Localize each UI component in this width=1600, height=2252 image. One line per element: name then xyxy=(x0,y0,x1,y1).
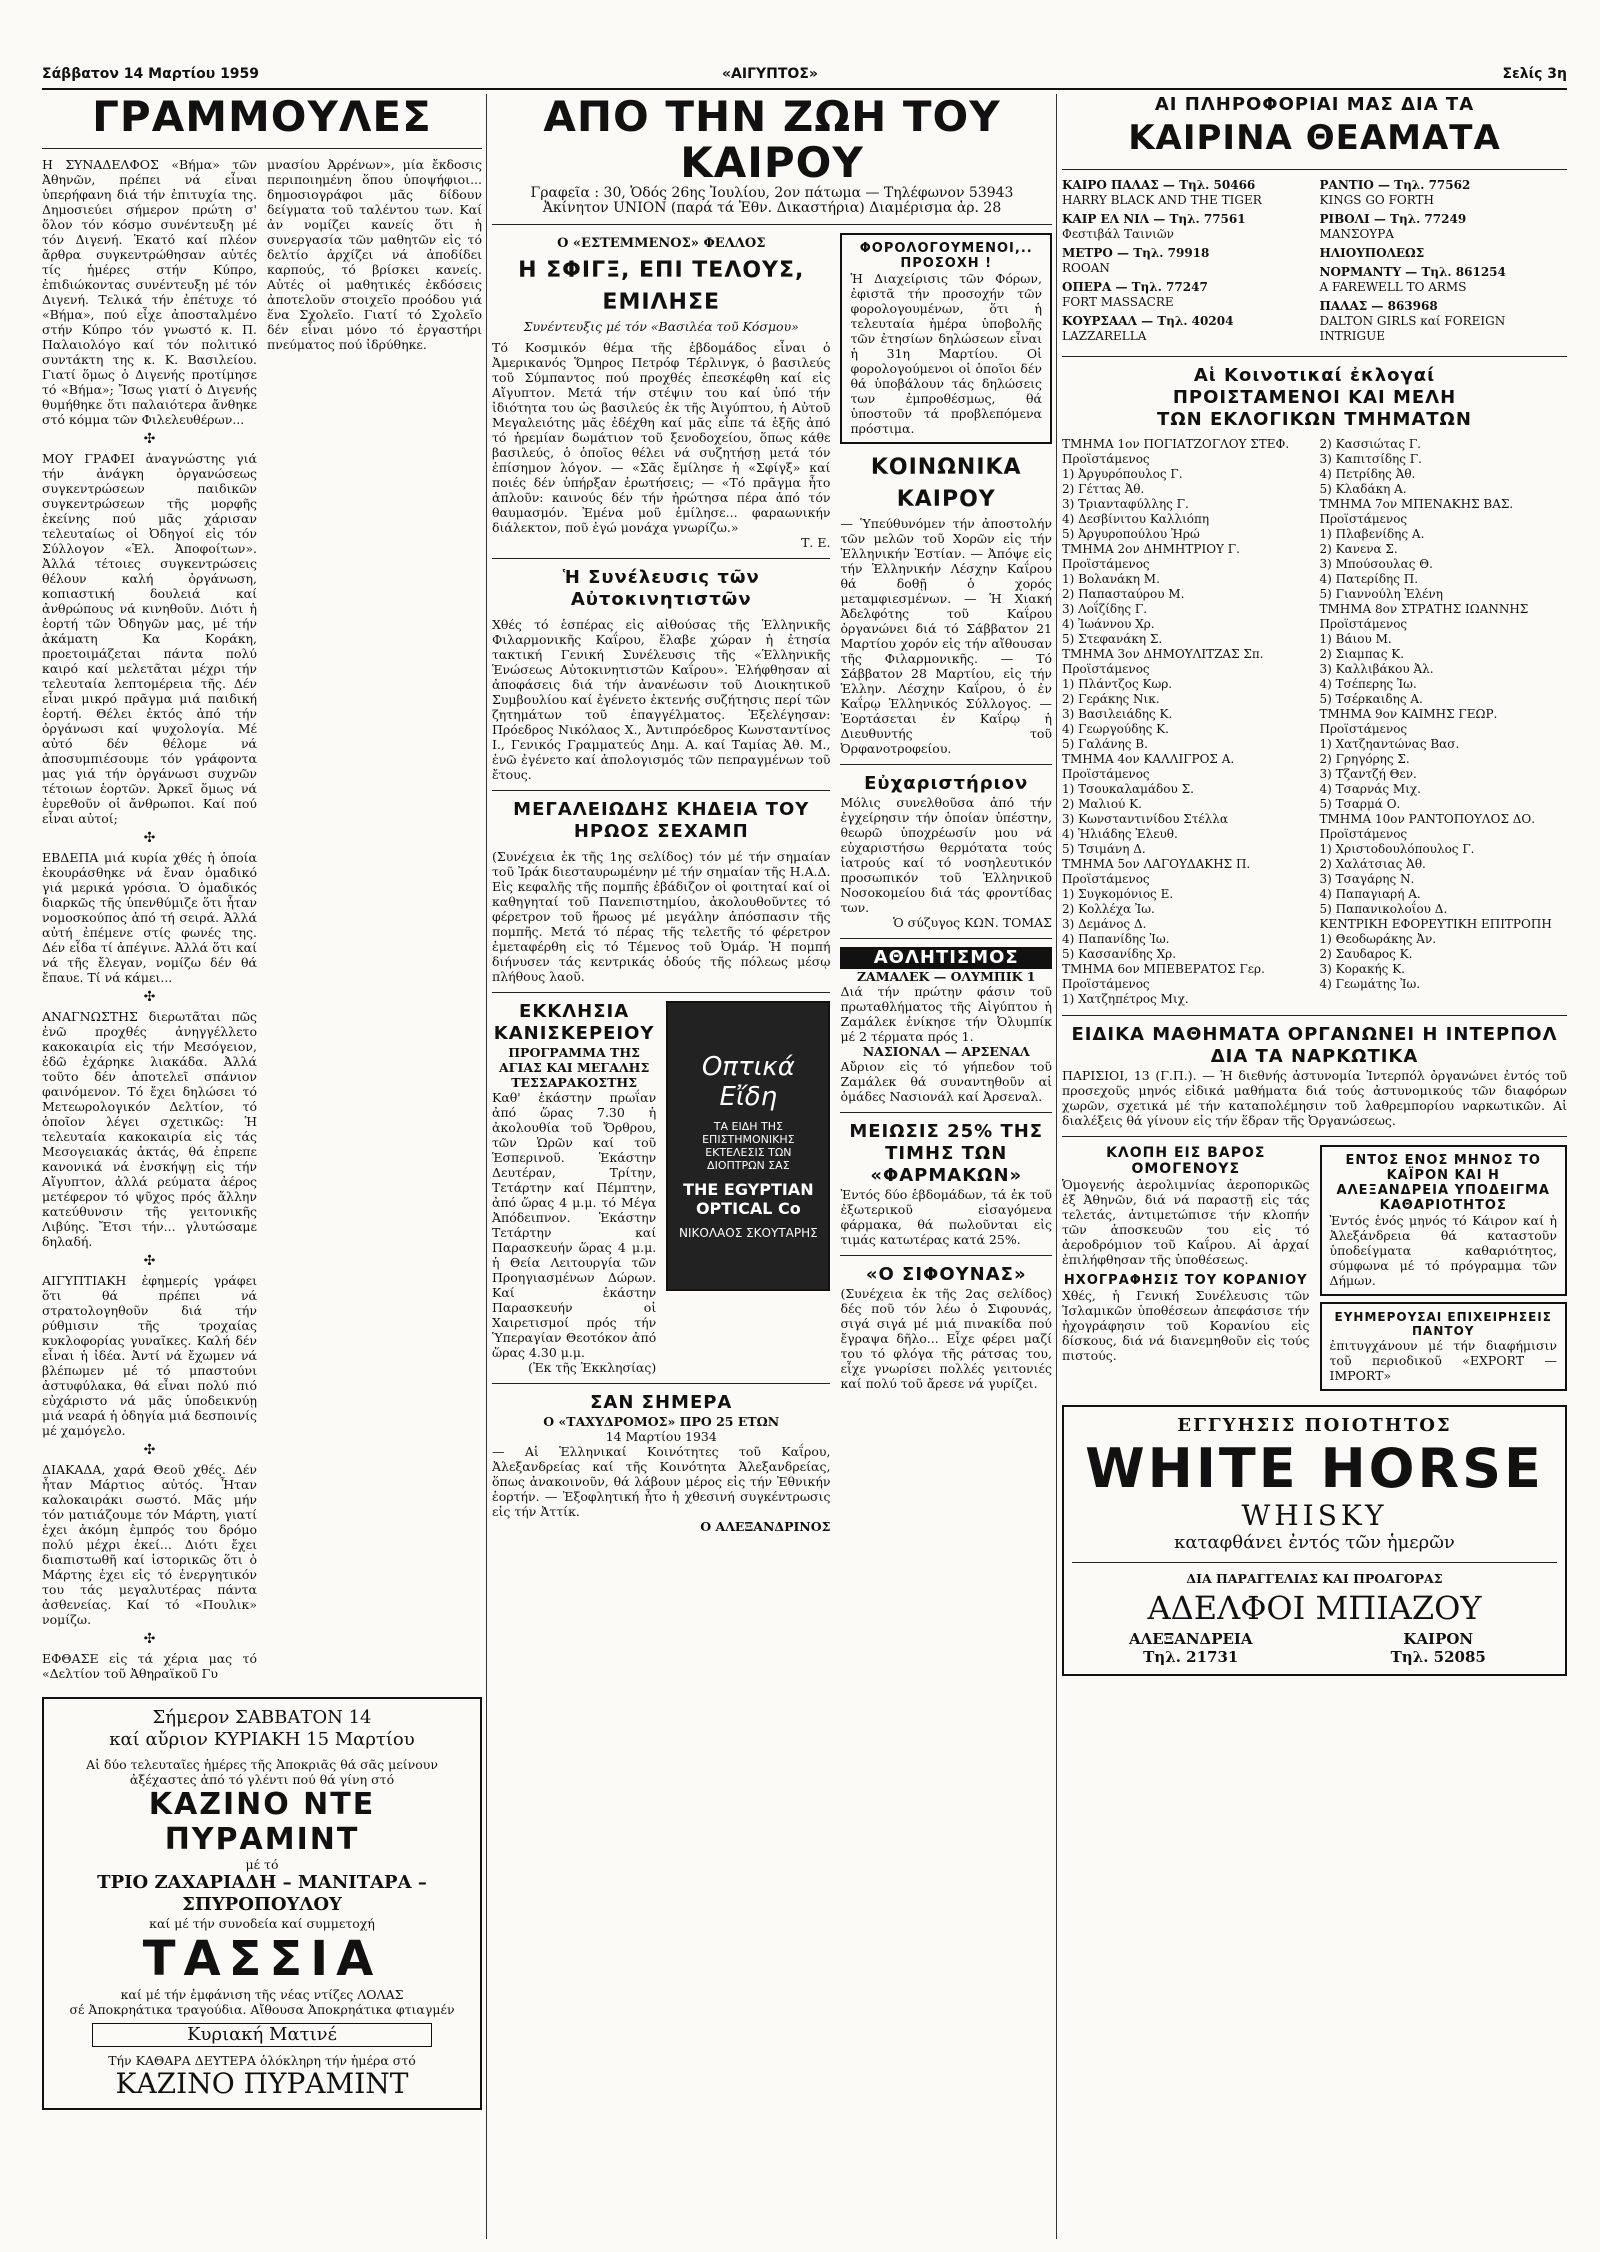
list-item: ΤΜΗΜΑ 10ον ΡΑΝΤΟΠΟΥΛΟΣ ΔΟ. Προϊστάμενος xyxy=(1319,812,1536,841)
column-paragraph: ΕΒΔΕΠΑ μιά κυρία χθές ἡ ὁποία ἐκουράσθηκε νά ἔναν ὁμαδικό γιά μερικά γρόσια. Ὁ ὁμαδικός διαρκῶς τῆς ὑπενθύμιζε ὅτι ἦταν νομοσκούπος ἀπό τή σειρά. Ἀλλά αὐτή ἐπέμενε στίς φωνές της. Δέν εἶδα τί ἀπέγινε. Ἀλλά ὅτι καί νά τῆς ἔλεγαν, νομίζω δέν θά ἔπαυε. Τί νά κάμει... xyxy=(42,850,257,985)
sport-match: ΖΑΜΑΛΕΚ — ΟΛΥΜΠΙΚ 1 xyxy=(856,969,1036,984)
cinema-name: ΟΠΕΡΑ — Τηλ. 77247 xyxy=(1062,280,1208,294)
cinema-name: ΜΕΤΡΟ — Τηλ. 79918 xyxy=(1062,246,1210,260)
list-item: 4) Παπαγιαρή Α. xyxy=(1319,887,1421,901)
cinema-title: ΚΑΙΡΙΝΑ ΘΕΑΜΑΤΑ xyxy=(1128,118,1501,158)
list-item: 4) Παπανίδης Ἰω. xyxy=(1062,932,1170,946)
cinema-name: ΝΟΡΜΑΝΤΥ — Τηλ. 861254 xyxy=(1319,265,1506,279)
cinema-name: ΡΙΒΟΛΙ — Τηλ. 77249 xyxy=(1319,212,1467,226)
list-item: 3) Τζαντζή Θεν. xyxy=(1319,767,1417,781)
cinema-film: LAZZARELLA xyxy=(1062,329,1147,343)
list-item: ΚΕΝΤΡΙΚΗ ΕΦΟΡΕΥΤΙΚΗ ΕΠΙΤΡΟΠΗ xyxy=(1319,917,1552,931)
list-item: 1) Ἀργυρόπουλος Γ. xyxy=(1062,467,1183,481)
church-sign: (Ἐκ τῆς Ἐκκλησίας) xyxy=(528,1360,657,1375)
cinema-name: ΚΟΥΡΣΑΑΛ — Τηλ. 40204 xyxy=(1062,314,1234,328)
tax-notice xyxy=(840,233,1052,444)
church-sub: ΠΡΟΓΡΑΜΜΑ ΤΗΣ ΑΓΙΑΣ ΚΑΙ ΜΕΓΑΛΗΣ ΤΕΣΣΑΡΑΚΟΣΤΗΣ xyxy=(498,1045,650,1090)
tax2-title: ΜΕΙΩΣΙΣ 25% ΤΗΣ ΤΙΜΗΣ ΤΩΝ «ΦΑΡΜΑΚΩΝ» xyxy=(849,1121,1044,1186)
list-item: 2) Παπασταύρου Μ. xyxy=(1062,587,1185,601)
column-paragraph: ΔΙΑΚΑΔΑ, χαρά Θεοῦ χθές. Δέν ἦταν Μάρτιος αὐτός. Ἦταν καλοκαιράκι σωστό. Μᾶς μήν τόν ματιάζουμε τόν Μάρτη, γιατί ἐχει ἀκόμη ἐμπρός του δρόμο πολύ μέχρι ἐκεί... Διότι ἔχει διαπιστωθῆ καί ἱστορικῶς ὅτι ὁ Μάρτης ἐχει εἰς τό ἐνεργητικόν του τάς μεγαλυτέρας πάντα ἀσθενείας. Καί τό «Πουλικ» νομίζω. xyxy=(42,1462,257,1627)
ad-sub: WHISKY xyxy=(1241,1499,1388,1532)
list-item: 2) Γρηγόρης Σ. xyxy=(1319,752,1410,766)
cinema-name: ΡΑΝΤΙΟ — Τηλ. 77562 xyxy=(1319,178,1471,192)
ad-text: Αἱ δύο τελευταῖες ἡμέρες τῆς Ἀποκριᾶς θά σᾶς μείνουν ἀξέχαστες ἀπό τό γλέντι πού θά γίνη στό xyxy=(86,1757,438,1787)
story-kicker: Ο «ΕΣΤΕΜΜΕΝΟΣ» ΦΕΛΛΟΣ xyxy=(557,236,766,251)
story-body: (Συνέχεια ἐκ τῆς 1ης σελίδος) τόν μέ τήν σημαίαν τοῦ Ἰράκ διεσταυρωμένην μέ τήν σημαίαν τῆς Η.Α.Δ. Εἰς κεφαλῆς τῆς πομπῆς ἐβάδιζον οἱ φοιτηταί καί οἱ καθηγηταί τοῦ Πανεπιστημίου, ἀκολουθοῦντες τό φέρετρον τοῦ ἥρωος μέ μεγάλην ἀπόσπασιν τῆς πομπῆς. Μετά τό πέρας τῆς τελετῆς τό φέρετρον ἐμεταφέρθη εἰς τό Τέμενος τοῦ Ὀμάρ. Ἡ πομπή διήνυσεν τάς κεντρικάς ὁδούς τῆς πόλεως μέσῳ πλήθους λαοῦ. xyxy=(492,849,831,984)
column-paragraph: ΑΝΑΓΝΩΣΤΗΣ διερωτᾶται πῶς ἐνῶ προχθές ἀνηγγέλλετο κακοκαιρία εἰς τήν Μεσόγειον, ἐδῶ ἐχάρηκε λιακάδα. Ἀλλά τοῦτο δέν ἀποτελεῖ σπάνιον φαινόμενον. Τό ἔχει δηλώσει τό Μετεωρολογικόν Δελτίον, τό ὁποῖον λέγει σχετικῶς: Ἡ τελευταία κακοκαιρία εἰς τάς Μεσογειακάς ἀκτάς, θά ἐπρεπε κανονικά νά ἐνσκήψῃ εἰς τήν Αἴγυπτον, ἀλλά ρεύματα ἀέρος μετέφερον τό ψῦχος πρός ἄλλην κατεύθυνσιν τῆς γειτονικῆς Λιβύης. Ἔτσι τήν... γλυτώσαμε δηλαδή. xyxy=(42,1009,257,1249)
section-title: ΓΡΑΜΜΟΥΛΕΣ xyxy=(92,92,432,141)
ad-brand: WHITE HORSE xyxy=(1085,1437,1544,1500)
list-item xyxy=(1320,212,1568,242)
cinema-listing xyxy=(1062,178,1567,348)
whisky-advert xyxy=(1062,1405,1567,1676)
column-right xyxy=(1062,94,1567,1676)
column-rule xyxy=(1056,94,1057,2239)
ad-city: ΚΑΙΡΟΝ xyxy=(1403,1630,1474,1648)
list-item: 1) Βάιου Μ. xyxy=(1319,632,1392,646)
thanks-body: Μόλις συνελθοῦσα ἀπό τήν ἐγχείρησιν τήν ὁποίαν ὑπέστην, θεωρῶ ὑποχρέωσίν μου νά εὐχαριστήσω θερμότατα τούς ἰατρούς καί τό νοσηλευτικόν προσωπικόν τοῦ Ἑλληνικοῦ Νοσοκομείου διά τάς φροντίδας των. xyxy=(840,795,1052,915)
church-title: ΕΚΚΛΗΣΙΑ ΚΑΝΙΣΚΕΡΕΙΟΥ xyxy=(493,1001,655,1044)
column-paragraph: Η ΣΥΝΑΔΕΛΦΟΣ «Βήμα» τῶν Ἀθηνῶν, πρέπει νά εἶναι ὑπερήφανη διά τήν ἐπιτυχία της. Δημοσιεύει σήμερον πρώτη σ' ὅλον τόν κόσμο συνέντευξη μέ τόν Διγενή. Ἑκατό καί πλέον ἄρθρα συγκεντρώθησαν αὐτές τίς ἡμέρες στήν Κύπρο, ἐπιδιώκοντας συνέντευξη μέ τόν Διγενή. Τελικά τήν ἐπέτυχε τό «Βήμα», πού εἶχε ἀποσταλμένο στήν Κύπρο τόν γνωστό κ. Π. Παλαιολόγο καί τόν πολιτικό συντάκτη της κ. Κ. Βασιλείου. Γιατί ὅμως ὁ Διγενής προτίμησε τό «Βήμα»; Ἴσως γιατί ὁ Διγενής θυμήθηκε ὅτι παλαιότερα ἄνθηκε στό κόμμα τῶν Φιλελευθέρων... xyxy=(42,157,257,427)
list-item: 5) Τσιμάνη Δ. xyxy=(1062,842,1146,856)
list-item: 2) Κολλέχα Ἰω. xyxy=(1062,902,1155,916)
list-item: 4) Ἰωάννου Χρ. xyxy=(1062,617,1155,631)
cinema-film: FORT MASSACRE xyxy=(1062,295,1174,309)
list-item: 2) Σιαμπας Κ. xyxy=(1319,647,1405,661)
ad-trio: ΤΡΙΟ ΖΑΧΑΡΙΑΔΗ – ΜΑΝΙΤΑΡΑ – ΣΠΥΡΟΠΟΥΛΟΥ xyxy=(97,1872,427,1915)
tax-title: ΦΟΡΟΛΟΓΟΥΜΕΝΟΙ,.. ΠΡΟΣΟΧΗ ! xyxy=(859,241,1033,271)
month-title: ΕΝΤΟΣ ΕΝΟΣ ΜΗΝΟΣ ΤΟ ΚΑΪΡΟΝ ΚΑΙ Η ΑΛΕΞΑΝΔΡΕΙΑ ΥΠΟΔΕΙΓΜΑ ΚΑΘΑΡΙΟΤΗΤΟΣ xyxy=(1336,1153,1550,1213)
list-item: ΤΜΗΜΑ 8ον ΣΤΡΑΤΗΣ ΙΩΑΝΝΗΣ Προϊστάμενος xyxy=(1319,602,1529,631)
list-item: 4) Γεωργούδης Κ. xyxy=(1062,722,1169,736)
list-item: ΤΜΗΜΑ 4ον ΚΑΛΛΙΓΡΟΣ Α. Προϊστάμενος xyxy=(1062,752,1235,781)
list-item: 5) Τσαρμά Ο. xyxy=(1319,797,1401,811)
ad-text: μέ τό xyxy=(245,1857,279,1872)
column-paragraph: μνασίου Ἀρρένων», μία ἔκδοσις περιποιημένη ὅπου ὑποψήφιοι... δημοσιογράφοι μᾶς δίδουν δείγματα τοῦ ταλέντου των. Καί ἀν νομίζει κανείς ὅτι ἡ συνεργασία τῶν μαθητῶν εἰς τό δελτίο ἀρχίζει νά ἀποδίδει καρπούς, τό βρίσκει κανείς. Αὐτές οἱ μαθητικές ἐκδόσεις ἀποτελοῦν στοιχεῖο προόδου γιά ἕνα Σχολεῖο. Γιατί τό Σχολεῖο δέν εἶναι μόνο τό ἐργαστήρι πνεύματος πού ἰδρύθηκε. xyxy=(267,157,482,352)
office-address: Γραφεῖα : 30, Ὁδός 26ης Ἰουλίου, 2ον πάτωμα — Τηλέφωνον 53943 xyxy=(530,185,1014,201)
list-item: 2) Κανενα Σ. xyxy=(1319,542,1398,556)
cinema-film: ROOAN xyxy=(1062,261,1110,275)
tax2-body: Ἐντός δύο ἑβδομάδων, τά ἐκ τοῦ ἐξωτερικοῦ εἰσαγόμενα φάρμακα, θά πωλοῦνται εἰς τιμάς κατωτέρας κατά 25%. xyxy=(840,1187,1052,1247)
month-body: Ἐντός ἑνός μηνός τό Κάιρον καί ἡ Ἀλεξάνδρεια θά καταστοῦν ὑποδείγματα καθαριότητος, σύμφωνα μέ τό πρόγραμμα τῶν Δήμων. xyxy=(1329,1213,1557,1288)
list-item: 5) Κασσανίδης Χρ. xyxy=(1062,947,1177,961)
sifounas-title: «Ο ΣΙΦΟΥΝΑΣ» xyxy=(865,1264,1027,1285)
list-item: 4) Ἡλιάδης Ἐλευθ. xyxy=(1062,827,1178,841)
list-item xyxy=(1062,280,1310,310)
list-item xyxy=(1062,314,1310,344)
today-body: — Αἱ Ἑλληνικαί Κοινότητες τοῦ Καΐρου, Ἀλεξανδρείας καί τῆς Κοινότητα Ἀλεξανδρείας, ὅπως ἀνακοινοῦν, θά λάβουν μέρος εἰς τήν Ἐθνικήν ἑορτήν. — Ἐξοφλητική ἦτο ἡ χθεσινή συγκέντρωσις εἰς τήν Ἀττίκ. xyxy=(492,1444,831,1519)
list-item: 2) Σαυδαρος Κ. xyxy=(1319,947,1413,961)
list-item: 3) Βασιλειάδης Κ. xyxy=(1062,707,1173,721)
business-body: ἐπιτυγχάνουν μέ τήν διαφήμισιν τοῦ περιοδικοῦ «EXPORT — IMPORT» xyxy=(1329,1338,1557,1383)
list-item: 4) Πατερίδης Π. xyxy=(1319,572,1419,586)
ad-orders: ΔΙΑ ΠΑΡΑΓΓΕΛΙΑΣ ΚΑΙ ΠΡΟΑΓΟΡΑΣ xyxy=(1186,1571,1443,1586)
business-box xyxy=(1320,1302,1568,1391)
cinema-kicker: ΑΙ ΠΛΗΡΟΦΟΡΙΑΙ ΜΑΣ ΔΙΑ ΤΑ xyxy=(1154,94,1475,115)
month-box xyxy=(1320,1145,1568,1296)
church-body: Καθ' ἑκάστην πρωΐαν ἀπό ὥρας 7.30 ἡ ἀκολουθία τοῦ Ὄρθρου, τῶν Ὡρῶν καί τοῦ Ἑσπερινοῦ. Ἑκάστην Δευτέραν, Τρίτην, Τετάρτην καί Πέμπτην, ἀπό ὥρας 4 μ.μ. τό Μέγα Ἀπόδειπνον. Ἑκάστην Τετάρτην καί Παρασκευήν ὥρας 4 μ.μ. ἡ Θεία Λειτουργία τῶν Προηγιασμένων Δώρων. Καί ἑκάστην Παρασκευήν οἱ Χαιρετισμοί πρός τήν Ὑπεραγίαν Θεοτόκον ἀπό ὥρας 4.30 μ.μ. xyxy=(492,1090,657,1360)
list-item xyxy=(1320,265,1568,295)
list-item: 4) Τσέπερης Ἰω. xyxy=(1319,677,1417,691)
list-item: 5) Κλαδάκη Α. xyxy=(1319,482,1407,496)
list-item: 1) Χατζηαντώνας Βασ. xyxy=(1319,737,1460,751)
list-item: 3) Κορακής Κ. xyxy=(1319,962,1405,976)
ad-firm: THE EGYPTIAN OPTICAL Co xyxy=(683,1180,814,1218)
thanks-sign: Ὁ σύζυγος ΚΩΝ. ΤΟΜΑΣ xyxy=(892,915,1052,930)
sifounas-body: (Συνέχεια ἐκ τῆς 2ας σελίδος) δές ποῦ τόν λέω ὁ Σιφουνάς, σιγά σιγά μέ μιά πινακίδα πού ἔγραψα δῆλο... Εἶχε φέρει μαζί του τό φλόγα τῆς ράτσας του, εἶχε γνωρίσει πολλές γειτονιές καί πολύ τοῦ ἄρεσε νά γυρίζει. xyxy=(840,1286,1052,1391)
story-title: Ἡ Συνέλευσις τῶν Αὐτοκινητιστῶν xyxy=(562,567,760,610)
cinema-film: HARRY BLACK AND THE TIGER xyxy=(1062,193,1262,207)
social-title: ΚΟΙΝΩΝΙΚΑ ΚΑΙΡΟΥ xyxy=(870,455,1022,512)
list-item: 3) Μπούσουλας Θ. xyxy=(1319,557,1433,571)
list-item: 3) Καλλιβάκου Ἀλ. xyxy=(1319,662,1434,676)
tax-body: Ἡ Διαχείρισις τῶν Φόρων, ἐφιστᾶ τήν προσοχήν τῶν φορολογουμένων, ὅτι ἡ τελευταία ἡμέρα ὑποβολῆς τῶν ἐτησίων δηλώσεων εἶναι ἡ 31η Μαρτίου. Οἱ φορολογούμενοι οἱ ὁποῖοι δέν θά ὑποβάλουν τάς δηλώσεις των ἐμπροθέσμως, θά ὑποστοῦν τά προβλεπόμενα πρόστιμα. xyxy=(850,271,1042,436)
column-middle xyxy=(492,94,1052,1534)
casino-advert xyxy=(42,1697,482,2110)
list-item: 2) Μαλιού Κ. xyxy=(1062,797,1142,811)
list-item: ΤΜΗΜΑ 3ον ΔΗΜΟΥΛΙΤΖΑΣ Σπ. Προϊστάμενος xyxy=(1062,647,1264,676)
optical-advert xyxy=(666,1001,830,1291)
list-item: 5) Τσέρκαιδης Α. xyxy=(1319,692,1423,706)
column-left: ΓΡΑΜΜΟΥΛΕΣ Η ΣΥΝΑΔΕΛΦΟΣ «Βήμα» τῶν Ἀθηνῶν, πρέπει νά εἶναι ὑπερήφανη διά τήν ἐπιτυχία της. Δημοσιεύει σήμερον πρώτη σ' ὅλον τόν κόσμο συνέντευξη μέ τόν Διγενή. Ἑκατό καί πλέον ἄρθρα συγκεντρώθησαν αὐτές τίς ἡμέρες στήν Κύπρο, ἐπιδιώκοντας συνέντευξη μέ τόν Διγενή. Τελικά τήν ἐπέτυχε τό «Βήμα», πού εἶχε ἀποσταλμένο στήν Κύπρο τόν γνωστό κ. Π. Παλαιολόγο καί τόν πολιτικό συντάκτη της κ. Κ. Βασιλείου. Γιατί ὅμως ὁ Διγενής προτίμησε τό «Βήμα»; Ἴσως γιατί ὁ Διγενής θυμήθηκε ὅτι παλαιότερα ἄνθηκε στό κόμμα τῶν Φιλελευθέρων... ✣ ΜΟΥ ΓΡΑΦΕΙ ἀναγνώστης γιά τήν ἀνάγκη ὀργανώσεως συγκεντρώσεων παιδικῶν συγκεντρώσεων τῆς μορφῆς ἐκείνης πού μᾶς χάρισαν τελευταίως οἱ Ὀδηγοί εἰς τόν Σύλλογον «Ἑλ. Ἀποφοίτων». Ἀλλά τέτοιες συγκεντρώσεις θέλουν καλή ὀργάνωση, κοπιαστική δουλειά καί ἀνθρώπους νά κινηθοῦν. Διότι ἡ ἑορτή τῶν Ὀδηγῶν μας, μέ τήν ἀκάματη Κα Κοράκη, προετοιμάζεται πάντα πολύ καιρό καί μελετᾶται μέχρι τήν τελευταία λεπτομέρεια τῆς. Δέν εἶναι μικρό πρᾶγμα μιά παιδική ἑορτή. Θέλει ἐκτός ἀπό τήν ὀργάνωσι καί ψυχολογία. Μέ αὐτό δέν θέλομε νά ἀποσυμπιέσουμε τόν γράφοντα μας γιά τήν ὀργάνωσι συχνῶν τέτοιων ἑορτῶν. Ἀρκεῖ ὅμως νά ἐυρεθοῦν οἱ ἄνθρωποι. Καί πού εἶναι αὐτοί; ✣ ΕΒΔΕΠΑ μιά κυρία χθές ἡ ὁποία ἐκουράσθηκε νά ἔναν ὁμαδικό γιά μερικά γρόσια. Ὁ ὁμαδικός διαρκῶς τῆς ὑπενθύμιζε ὅτι ἦταν νομοσκούπος ἀπό τή σειρά. Ἀλλά αὐτή ἐπέμενε στίς φωνές της. Δέν εἶδα τί ἀπέγινε. Ἀλλά ὅτι καί νά τῆς ἔλεγαν, νομίζω δέν θά ἔπαυε. Τί νά κάμει... ✣ ΑΝΑΓΝΩΣΤΗΣ διερωτᾶται πῶς ἐνῶ προχθές ἀνηγγέλλετο κακοκαιρία εἰς τήν Μεσόγειον, ἐδῶ ἐχάρηκε λιακάδα. Ἀλλά τοῦτο δέν ἀποτελεῖ σπάνιον φαινόμενον. Τό ἔχει δηλώσει τό Μετεωρολογικόν Δελτίον, τό ὁποῖον λέγει σχετικῶς: Ἡ τελευταία κακοκαιρία εἰς τάς Μεσογειακάς ἀκτάς, θά ἐπρεπε κανονικά νά ἐνσκήψῃ εἰς τήν Αἴγυπτον, ἀλλά ρεύματα ἀέρος μετέφερον τό ψῦχος πρός ἄλλην κατεύθυνσιν τῆς γειτονικῆς Λιβύης. Ἔτσι τήν... γλυτώσαμε δηλαδή. ✣ ΑΙΓΥΠΤΙΑΚΗ ἐφημερίς γράφει ὅτι θά πρέπει νά στρατολογηθοῦν διά τήν ρύθμισιν τῆς τροχαίας κυκλοφορίας γυναῖκες. Καλή δέν εἶναι ἡ ἰδέα. Ἀντί νά ἔχωμεν νά βλέπωμεν μέ τό μπαστούνι ἀστυφύλακα, θά εἶναι πολύ πιό εὐχάριστο νά μᾶς ὑποδεικνύῃ μιά νεαρά ἡ ὁδηγία μιά δεσποινίς μέ χαμόγελο. ✣ ΔΙΑΚΑΔΑ, χαρά Θεοῦ χθές. Δέν ἦταν Μάρτιος αὐτός. Ἦταν καλοκαιράκι σωστό. Μᾶς μήν τόν ματιάζουμε τόν Μάρτη, γιατί ἐχει ἀκόμη ἐμπρός του δρόμο πολύ μέχρι ἐκεί... Διότι ἔχει διαπιστωθῆ καί ἱστορικῶς ὅτι ὁ Μάρτης ἐχει εἰς τό ἐνεργητικόν του τάς μεγαλυτέρας πάντα ἀσθενείας. Καί τό «Πουλικ» νομίζω. ✣ ΕΦΘΑΣΕ εἰς τά χέρια μας τό «Δελτίον τοῦ Ἀθηραϊκοῦ Γυ μνασίου Ἀρρένων», μία ἔκδοσις περιποιημένη ὅπου ὑποψήφιοι... δημοσιογράφοι μᾶς δίδουν δείγματα τοῦ ταλέντου των. Καί ἀν νομίζει κανείς ὅτι ἡ συνεργασία τῶν μαθητῶν εἰς τό δελτίο ἀρχίζει νά ἀποδίδει καρπούς, τό βρίσκει κανείς. Αὐτές οἱ μαθητικές ἐκδόσεις ἀποτελοῦν στοιχεῖο προόδου γιά ἕνα Σχολεῖο. Γιατί τό Σχολεῖο δέν εἶναι μόνο τό ἐργαστήρι πνεύματος πού ἰδρύθηκε. Σήμερον ΣΑΒΒΑΤΟΝ 14 καί αὔριον ΚΥΡΙΑΚΗ 15 Μαρτίου Αἱ δύο τελευταῖες ἡμέρες τῆς Ἀποκριᾶς θά σᾶς μείνουν ἀξέχαστες ἀπό τό γλέντι πού θά γίνη στό ΚΑΖΙΝΟ ΝΤΕ ΠΥΡΑΜΙΝΤ μέ τό ΤΡΙΟ ΖΑΧΑΡΙΑΔΗ – ΜΑΝΙΤΑΡΑ – ΣΠΥΡΟΠΟΥΛΟΥ καί μέ τήν συνοδεία καί συμμετοχή ΤΑΣΣΙΑ καί μέ τήν ἐμφάνιση τῆς νέας ντίζες ΛΟΛΑΣ σέ Ἀποκρηάτικα τραγούδια. Αἴθουσα Ἀποκρηάτικα φτιαγμέν Κυριακή Ματινέ Τήν ΚΑΘΑΡΑ ΔΕΥΤΕΡΑ ὁλόκληρη τήν ἡμέρα στό ΚΑΖΙΝΟ ΠΥΡΑΜΙΝΤ xyxy=(42,94,482,2110)
elections-list xyxy=(1062,437,1567,1007)
list-item: ΤΜΗΜΑ 2ον ΔΗΜΗΤΡΙΟΥ Γ. Προϊστάμενος xyxy=(1062,542,1240,571)
list-item: ΤΜΗΜΑ 5ον ΛΑΓΟΥΔΑΚΗΣ Π. Προϊστάμενος xyxy=(1062,857,1251,886)
sport-title: ΑΘΛΗΤΙΣΜΟΣ xyxy=(840,947,1052,969)
list-item: 1) Χριστοδουλόπουλος Γ. xyxy=(1319,842,1475,856)
ad-tel: Τηλ. 21731 xyxy=(1143,1648,1239,1666)
today-date: 14 Μαρτίου 1934 xyxy=(605,1429,717,1444)
story-title: ΜΕΓΑΛΕΙΩΔΗΣ ΚΗΔΕΙΑ ΤΟΥ ΗΡΩΟΣ ΣΕΧΑΜΠ xyxy=(513,799,810,842)
ad-text: ΤΑ ΕΙΔΗ ΤΗΣ ΕΠΙΣΤΗΜΟΝΙΚΗΣ ΕΚΤΕΛΕΣΙΣ ΤΩΝ ΔΙΟΠΤΡΩΝ ΣΑΣ xyxy=(702,1120,795,1172)
ad-text: καί μέ τήν ἐμφάνιση τῆς νέας ντίζες ΛΟΛΑΣ xyxy=(120,1987,404,2002)
ad-tassia: ΤΑΣΣΙΑ xyxy=(142,1931,382,1987)
interpol-body: ΠΑΡΙΣΙΟΙ, 13 (Γ.Π.). — Ἡ διεθνής ἀστυνομία Ἰντερπόλ ὀργανώνει ἐντός τοῦ προσεχοῦς μηνός εἰδικά μαθήματα διά τούς ἀστυνομικούς τῶν διαφόρων χωρῶν, σχετικά μέ τήν καταπολέμησιν τοῦ λαθρεμπορίου ναρκωτικῶν. Αἱ διαλέξεις θά γίνουν εἰς τήν ἕδραν τῆς Ὀργανώσεως. xyxy=(1062,1068,1567,1128)
cinema-name: ΚΑΙΡΟ ΠΑΛΑΣ — Τηλ. 50466 xyxy=(1062,178,1256,192)
list-item: 4) Πετρίδης Ἀθ. xyxy=(1319,467,1416,481)
ad-matine: Κυριακή Ματινέ xyxy=(92,2023,432,2047)
list-item: 3) Τριανταφύλλης Γ. xyxy=(1062,497,1189,511)
interpol-title: ΕΙΔΙΚΑ ΜΑΘΗΜΑΤΑ ΟΡΓΑΝΩΝΕΙ Η ΙΝΤΕΡΠΟΛ ΔΙΑ ΤΑ ΝΑΡΚΩΤΙΚΑ xyxy=(1071,1024,1558,1067)
ad-line: καί αὔριον ΚΥΡΙΑΚΗ 15 Μαρτίου xyxy=(109,1729,415,1750)
list-item xyxy=(1320,246,1568,261)
section-title: ΑΠΟ ΤΗΝ ΖΩΗ ΤΟΥ ΚΑΙΡΟΥ xyxy=(543,92,1001,187)
list-item: 1) Θεοδωράκης Ἀν. xyxy=(1319,932,1437,946)
koran-title: ΗΧΟΓΡΑΦΗΣΙΣ ΤΟΥ ΚΟΡΑΝΙΟΥ xyxy=(1063,1273,1308,1288)
cinema-film: DALTON GIRLS καί FOREIGN INTRIGUE xyxy=(1319,314,1506,343)
column-paragraph: ΕΦΘΑΣΕ εἰς τά χέρια μας τό «Δελτίον τοῦ Ἀθηραϊκοῦ Γυ xyxy=(42,1651,257,1681)
list-item: 3) Δεμάνος Δ. xyxy=(1062,917,1147,931)
kopi-body: Ὁμογενής ἀερολιμνίας ἀεροπορικῶς ἐξ Ἀθηνῶν, διά νά παραστῇ εἰς τάς τελετάς, ἀντιμετώπισε τήν κλοπήν τῶν ἀποσκευῶν του εἰς τό ἀεροδρόμιον τοῦ Καΐρου. Αἱ ἀρχαί ἐπιλήφθησαν τῆς ὑποθέσεως. xyxy=(1062,1177,1310,1267)
ad-line: Σήμερον ΣΑΒΒΑΤΟΝ 14 xyxy=(152,1707,372,1728)
sport-body: Διά τήν πρώτην φάσιν τοῦ πρωταθλήματος τῆς Αἰγύπτου ἡ Ζαμάλεκ ἐνίκησε τήν Ὀλυμπίκ μέ 2 τέρματα πρός 1. xyxy=(840,984,1052,1044)
list-item: 5) Γιαννούλη Ἑλένη xyxy=(1319,587,1443,601)
ad-brand: Οπτικά Εἴδη xyxy=(701,1052,795,1112)
today-sub: Ο «ΤΑΧΥΔΡΟΜΟΣ» ΠΡΟ 25 ΕΤΩΝ xyxy=(543,1414,780,1429)
ad-text: Τήν ΚΑΘΑΡΑ ΔΕΥΤΕΡΑ ὁλόκληρη τήν ἡμέρα στό xyxy=(108,2053,416,2068)
ad-city: ΑΛΕΞΑΝΔΡΕΙΑ xyxy=(1128,1630,1253,1648)
header-paper: «ΑΙΓΥΠΤΟΣ» xyxy=(722,66,818,82)
list-item: ΤΜΗΜΑ 7ον ΜΠΕΝΑΚΗΣ ΒΑΣ. Προϊστάμενος xyxy=(1319,497,1514,526)
ad-text: σέ Ἀποκρηάτικα τραγούδια. Αἴθουσα Ἀποκρηάτικα φτιαγμέν xyxy=(69,2002,455,2017)
ad-firm: ΑΔΕΛΦΟΙ ΜΠΙΑΖΟΥ xyxy=(1147,1589,1482,1627)
story-sign: Τ. Ε. xyxy=(801,535,831,550)
ad-owner: ΝΙΚΟΛΑΟΣ ΣΚΟΥΤΑΡΗΣ xyxy=(679,1226,818,1240)
list-item: 5) Στεφανάκη Σ. xyxy=(1062,632,1163,646)
sport-match: ΝΑΣΙΟΝΑΛ — ΑΡΣΕΝΑΛ xyxy=(862,1044,1030,1059)
elections-sub: ΠΡΟΙΣΤΑΜΕΝΟΙ ΚΑΙ ΜΕΛΗ xyxy=(1172,387,1457,408)
koran-body: Χθές, ἡ Γενική Συνέλευσις τῶν Ἰσλαμικῶν ὑποθέσεων ἀπεφάσισε τήν ἠχογράφησιν τοῦ Κορανίου εἰς δίσκους, διά νά διανεμηθοῦν εἰς τούς πιστούς. xyxy=(1062,1288,1310,1363)
ad-casino-name: ΚΑΖΙΝΟ ΠΥΡΑΜΙΝΤ xyxy=(115,2067,409,2100)
list-item: 1) Πλαβενίδης Α. xyxy=(1319,527,1425,541)
list-item: 5) Γαλάνης Β. xyxy=(1062,737,1148,751)
list-item: 2) Κασσιώτας Γ. xyxy=(1319,437,1421,451)
list-item: 2) Χαλάτσιας Ἀθ. xyxy=(1319,857,1426,871)
list-item: 3) Κωνσταντινίδου Στέλλα xyxy=(1062,812,1228,826)
list-item: 1) Βολανάκη Μ. xyxy=(1062,572,1160,586)
story-title: Η ΣΦΙΓΞ, ΕΠΙ ΤΕΛΟΥΣ, ΕΜΙΛΗΣΕ xyxy=(518,258,805,315)
header-date: Σάββατον 14 Μαρτίου 1959 xyxy=(42,66,260,82)
list-item xyxy=(1320,178,1568,208)
list-item xyxy=(1062,178,1310,208)
thanks-title: Εὐχαριστήριον xyxy=(864,773,1029,794)
cinema-film: A FAREWELL TO ARMS xyxy=(1319,280,1467,294)
social-body: — Ὑπεύθυνόμεν τήν ἀποστολήν τῶν μελῶν τοῦ Χορῶν εἰς τήν Ἑλληνικήν Ἑστίαν. — Ἀπόψε εἰς τήν Ἑλληνικήν Λέσχην Καΐρου θά δοθῇ ὁ χορός μεταμφιεσμένων. — Ἡ Χιακή Ἀδελφότης τοῦ Καΐρου ὀργανώνει διά τό Σάββατον 21 Μαρτίου χορόν εἰς τήν αἴθουσαν τῆς Φιλαρμονικῆς. — Τό Σάββατον 28 Μαρτίου, εἰς τήν Ἑλλην. Λέσχην Καΐρου, ὁ ἐν Καΐρῳ Ἑλληνικός Σύλλογος. — Ἐορτάσεται ἐν Καΐρῳ ἡ Διευθυντής τοῦ Ὀρφανοτροφείου. xyxy=(840,516,1052,756)
list-item: 2) Γεράκης Νικ. xyxy=(1062,692,1160,706)
story-body: Χθές τό ἑσπέρας εἰς αἰθούσας τῆς Ἑλληνικῆς Φιλαρμονικῆς Καΐρου, ἔλαβε χώραν ἡ ἐτησία τακτική Γενική Συνέλευσις τῆς «Ἑλληνικῆς Ἑνώσεως Αὐτοκινητιστῶν Καΐρου». Ἐλήφθησαν αἱ ἀποφάσεις διά τήν ἀνανέωσιν τοῦ Διοικητικοῦ Συμβουλίου καί ἐγένετο ἐκτενής συζήτησις περί τῶν ζητημάτων τοῦ ἐπαγγέλματος. Ἐξελέγησαν: Πρόεδρος Νικόλαος Χ., Ἀντιπρόεδρος Κωνσταντίνος Ι., Γενικός Γραμματεύς Δημ. Α. καί Ταμίας Ἀθ. Μ., ἐνῶ ἐγένετο καί ἀπολογισμός τῶν πεπραγμένων τοῦ ἔτους. xyxy=(492,617,831,782)
kopi-title: ΚΛΟΠΗ ΕΙΣ ΒΑΡΟΣ ΟΜΟΓΕΝΟΥΣ xyxy=(1106,1145,1266,1177)
list-item: 1) Χατζηπέτρος Μιχ. xyxy=(1062,992,1189,1006)
list-item: 4) Τσαρνάς Μιχ. xyxy=(1319,782,1421,796)
list-item: 4) Γεωμάτης Ἰω. xyxy=(1319,977,1421,991)
list-item: 4) Δεσβίνιτου Καλλιόπη xyxy=(1062,512,1210,526)
list-item: 1) Τσουκαλαμάδου Σ. xyxy=(1062,782,1194,796)
business-title: ΕΥΗΜΕΡΟΥΣΑΙ ΕΠΙΧΕΙΡΗΣΕΙΣ ΠΑΝΤΟΥ xyxy=(1334,1310,1552,1338)
ad-tel: Τηλ. 52085 xyxy=(1390,1648,1486,1666)
elections-title: Αἱ Κοινοτικαί ἐκλογαί xyxy=(1193,365,1436,386)
today-title: ΣΑΝ ΣΗΜΕΡΑ xyxy=(590,1392,733,1413)
column-rule xyxy=(486,94,487,2239)
ad-guarantee: ΕΓΓΥΗΣΙΣ ΠΟΙΟΤΗΤΟΣ xyxy=(1177,1415,1452,1436)
ad-text: καί μέ τήν συνοδεία καί συμμετοχή xyxy=(149,1916,375,1931)
cinema-film: KINGS GO FORTH xyxy=(1319,193,1435,207)
story-sub: Συνέντευξις μέ τόν «Βασιλέα τοῦ Κόσμου» xyxy=(523,319,799,334)
list-item: 3) Τσαγάρης Ν. xyxy=(1319,872,1415,886)
list-item: ΤΜΗΜΑ 9ον ΚΑΙΜΗΣ ΓΕΩΡ. Προϊστάμενος xyxy=(1319,707,1498,736)
today-sign: Ο ΑΛΕΞΑΝΔΡΙΝΟΣ xyxy=(700,1519,831,1534)
page-header xyxy=(42,64,1567,90)
list-item xyxy=(1062,212,1310,242)
column-paragraph: ΜΟΥ ΓΡΑΦΕΙ ἀναγνώστης γιά τήν ἀνάγκη ὀργανώσεως συγκεντρώσεων παιδικῶν συγκεντρώσεων τῆς μορφῆς ἐκείνης πού μᾶς χάρισαν τελευταίως οἱ Ὀδηγοί εἰς τόν Σύλλογον «Ἑλ. Ἀποφοίτων». Ἀλλά τέτοιες συγκεντρώσεις θέλουν καλή ὀργάνωση, κοπιαστική δουλειά καί ἀνθρώπους νά κινηθοῦν. Διότι ἡ ἑορτή τῶν Ὀδηγῶν μας, μέ τήν ἀκάματη Κα Κοράκη, προετοιμάζεται πάντα πολύ καιρό καί μελετᾶται μέχρι τήν τελευταία λεπτομέρεια τῆς. Δέν εἶναι μικρό πρᾶγμα μιά παιδική ἑορτή. Θέλει ἐκτός ἀπό τήν ὀργάνωσι καί ψυχολογία. Μέ αὐτό δέν θέλομε νά ἀποσυμπιέσουμε τόν γράφοντα μας γιά τήν ὀργάνωσι συχνῶν τέτοιων ἑορτῶν. Ἀρκεῖ ὅμως νά ἐυρεθοῦν οἱ ἄνθρωποι. Καί πού εἶναι αὐτοί; xyxy=(42,451,257,826)
list-item xyxy=(1320,299,1568,344)
list-item: 5) Παπανικολοΐου Δ. xyxy=(1319,902,1448,916)
list-item xyxy=(1062,246,1310,276)
cinema-name: ΚΑΙΡ ΕΛ ΝΙΛ — Τηλ. 77561 xyxy=(1062,212,1246,226)
cinema-film: ΜΑΝΣΟΥΡΑ xyxy=(1319,227,1394,241)
elections-sub: ΤΩΝ ΕΚΛΟΓΙΚΩΝ ΤΜΗΜΑΤΩΝ xyxy=(1157,409,1472,430)
list-item: 5) Ἀργυροπούλου Ἠρώ xyxy=(1062,527,1200,541)
ad-line: καταφθάνει ἐντός τῶν ἡμερῶν xyxy=(1174,1532,1455,1553)
office-address: Ἀκίνητον UNION (παρά τά Ἐθν. Δικαστήρια) Διαμέρισμα ἀρ. 28 xyxy=(542,200,1002,216)
story-body: Τό Κοσμικόν θέμα τῆς ἑβδομάδος εἶναι ὁ Ἀμερικανός Ὅμηρος Πετρόφ Τέρλινγκ, ὁ βασιλεύς τοῦ Σύμπαντος πού προχθές ἐπεσκέφθη καί εἰς Αἴγυπτον. Μετά τήν στέψιν του καί ὑπό τήν ἰδιότητα του ὡς βασιλεύς ἐκ τῆς Ἀιγύπτου, ἡ Αὐτοῦ Μεγαλειότης μᾶς ἐδέχθη καί μᾶς εἶπε τά ἑξῆς ἀπό τό ἡρεμίαν δωμάτιον τοῦ ξενοδοχείου, ὅπως κάθε βασιλεύς, ὁ ὁποῖος θέλει νά συζητήσῃ μετά τόν ἐπίσημον λόγον. — «Σᾶς ἔμίλησε ἡ «Σφίγξ» καί ποιές δέν ὑπήρξαν ἐρωτήσεις; — «Τό πρᾶγμα ἦτο ἁπλοῦν: καινούς δέν τήν ἠρώτησα πέρα ἀπό τόν θαυμασμόν. Ἐμένα μοῦ ἐμίλησε... φαραωνικήν διάλεκτον, ποῦ ἐγώ μονάχα γνωρίζω.» xyxy=(492,340,831,535)
list-item: 1) Πλάντζος Κωρ. xyxy=(1062,677,1173,691)
list-item: ΤΜΗΜΑ 1ον ΠΟΓΙΑΤΖΟΓΛΟΥ ΣΤΕΦ. Προϊστάμενος xyxy=(1062,437,1290,466)
ad-casino-name: ΚΑΖΙΝΟ ΝΤΕ ΠΥΡΑΜΙΝΤ xyxy=(148,1787,376,1857)
header-page: Σελίς 3η xyxy=(1502,66,1567,82)
column-paragraph: ΑΙΓΥΠΤΙΑΚΗ ἐφημερίς γράφει ὅτι θά πρέπει νά στρατολογηθοῦν διά τήν ρύθμισιν τῆς τροχαίας κυκλοφορίας γυναῖκες. Καλή δέν εἶναι ἡ ἰδέα. Ἀντί νά ἔχωμεν νά βλέπωμεν μέ τό μπαστούνι ἀστυφύλακα, θά εἶναι πολύ πιό εὐχάριστο νά μᾶς ὑποδεικνύῃ μιά νεαρά ἡ ὁδηγία μιά δεσποινίς μέ χαμόγελο. xyxy=(42,1273,257,1438)
list-item: ΤΜΗΜΑ 6ον ΜΠΕΒΕΡΑΤΟΣ Γερ. Προϊστάμενος xyxy=(1062,962,1265,991)
list-item: 1) Συγκομόνιος Ε. xyxy=(1062,887,1174,901)
cinema-name: ΠΑΛΑΣ — 863968 xyxy=(1319,299,1438,313)
list-item: 3) Λοΐζίδης Γ. xyxy=(1062,602,1148,616)
cinema-film: Φεστιβάλ Ταινιῶν xyxy=(1062,227,1174,241)
list-item: 2) Γέττας Ἀθ. xyxy=(1062,482,1145,496)
cinema-name: ΗΛΙΟΥΠΟΛΕΩΣ xyxy=(1319,246,1425,260)
sport-body: Αὔριον εἰς τό γήπεδον τοῦ Ζαμάλεκ θά συναντηθοῦν αἱ ὁμάδες Νασιονάλ καί Ἀρσεναλ. xyxy=(840,1059,1052,1104)
list-item: 3) Καπιτσίδης Γ. xyxy=(1319,452,1422,466)
